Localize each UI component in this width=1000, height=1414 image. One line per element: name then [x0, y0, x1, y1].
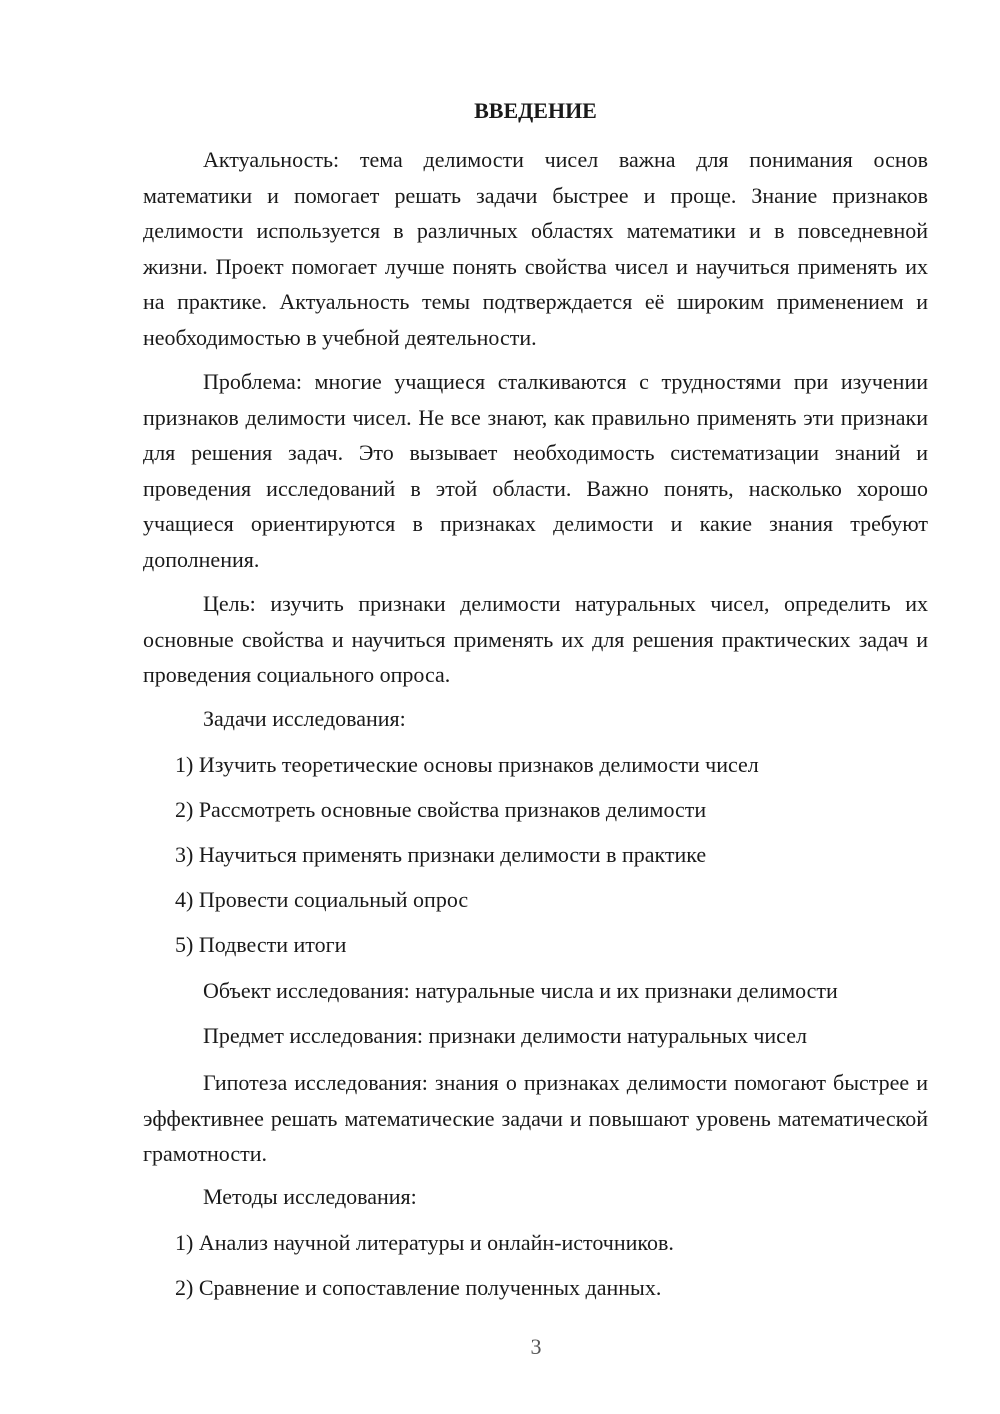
method-item: 1) Анализ научной литературы и онлайн-источников. — [175, 1230, 674, 1255]
section-title: ВВЕДЕНИЕ — [474, 98, 597, 123]
task-item: 4) Провести социальный опрос — [175, 887, 469, 912]
method-item: 2) Сравнение и сопоставление полученных данных. — [175, 1275, 662, 1300]
page-number: 3 — [530, 1334, 542, 1359]
goal-paragraph: Цель: изучить признаки делимости натуральных чисел, определить их основные свойства и научиться применять их для решения практических задач и проведения социального опроса. — [143, 591, 928, 687]
task-item: 2) Рассмотреть основные свойства признаков делимости — [175, 797, 707, 822]
task-item: 1) Изучить теоретические основы признаков делимости чисел — [175, 752, 759, 777]
methods-heading: Методы исследования: — [203, 1184, 417, 1209]
research-subject: Предмет исследования: признаки делимости натуральных чисел — [203, 1023, 807, 1048]
task-item: 3) Научиться применять признаки делимости в практике — [175, 842, 707, 867]
research-object: Объект исследования: натуральные числа и их признаки делимости — [203, 978, 838, 1003]
hypothesis-paragraph: Гипотеза исследования: знания о признаках делимости помогают быстрее и эффективнее решать математические задачи и повышают уровень математической грамотности. — [143, 1070, 928, 1166]
relevance-paragraph: Актуальность: тема делимости чисел важна для понимания основ математики и помогает решать задачи быстрее и проще. Знание признаков делимости используется в различных областях математики и в повседневной жизни. Проект помогает лучше понять свойства чисел и научиться применять их на практике. Актуальность темы подтверждается её широким применением и необходимостью в учебной деятельности. — [143, 147, 928, 350]
tasks-heading: Задачи исследования: — [203, 706, 406, 731]
problem-paragraph: Проблема: многие учащиеся сталкиваются с трудностями при изучении признаков делимости чисел. Не все знают, как правильно применять эти признаки для решения задач. Это вызывает необходимость систематизации знаний и проведения исследований в этой области. Важно понять, насколько хорошо учащиеся ориентируются в признаках делимости и какие знания требуют дополнения. — [143, 369, 928, 572]
task-item: 5) Подвести итоги — [175, 932, 347, 957]
